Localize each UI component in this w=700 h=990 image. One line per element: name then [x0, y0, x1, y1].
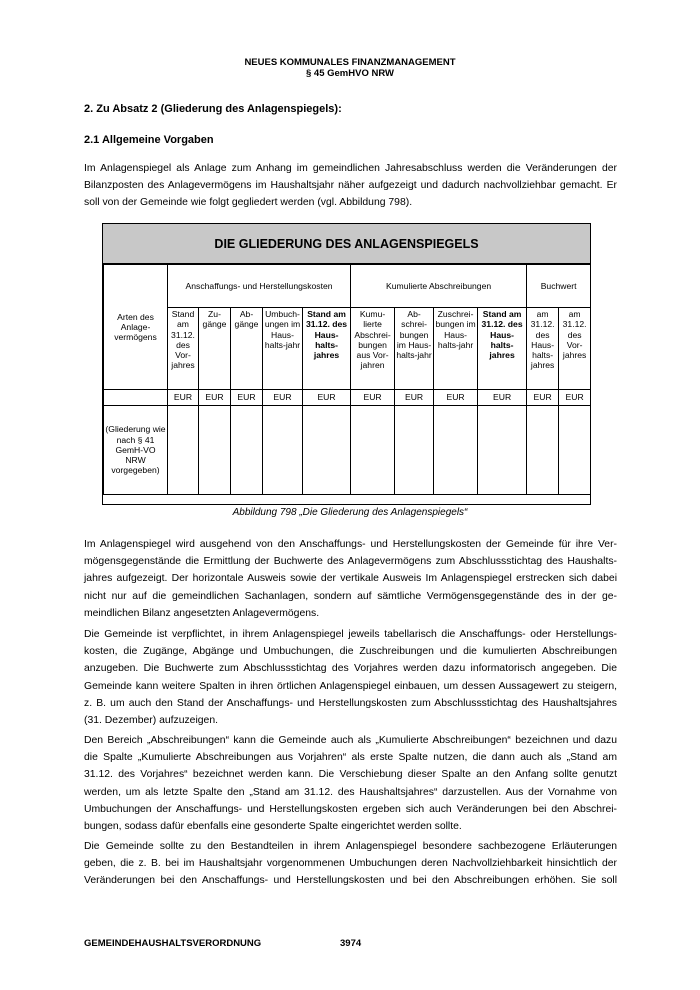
- section-heading: 2. Zu Absatz 2 (Gliederung des Anlagenspiegels):: [84, 103, 342, 115]
- column-header: Stand am 31.12. des Vor-jahres: [168, 308, 199, 390]
- table-cell: [168, 406, 199, 495]
- currency-cell: EUR: [351, 390, 395, 406]
- group-header-ahk: Anschaffungs- und Herstellungskosten: [168, 265, 351, 308]
- table-cell: [263, 406, 303, 495]
- table-cell: [478, 406, 527, 495]
- paragraph-3: [84, 732, 617, 835]
- text-line: Umbuchungen der Anschaffungs- und Herstellungskosten ergeben sich auch Veränderungen bei den Abschrei-: [84, 803, 617, 815]
- text-line: mögensgegenstände die Ermittlung der Buchwerte des Anlagevermögens zum Abschlussstichtag des Haushalts-: [84, 556, 617, 568]
- text-line: kosten, die Zugänge, Abgänge und Umbuchungen, die Zuschreibungen und die kumulierten Abschreibungen: [84, 646, 617, 658]
- text-line: meindlichen Bilanz angesetzten Anlagevermögens.: [84, 607, 320, 619]
- currency-cell: EUR: [168, 390, 199, 406]
- table-cell: [527, 406, 559, 495]
- text-line: z. B. um auch den Stand der Anschaffungs- und Herstellungskosten zum Abschlussstichtag des Haushaltsjahres: [84, 697, 617, 709]
- table-cell: [434, 406, 478, 495]
- group-header-abschreibungen: Kumulierte Abschreibungen: [351, 265, 527, 308]
- empty-cell: [104, 390, 168, 406]
- currency-cell: EUR: [303, 390, 351, 406]
- text-line: Im Anlagenspiegel wird ausgehend von den Anschaffungs- und Herstellungskosten der Gemeinde für ihre Ver-: [84, 539, 617, 550]
- table-cell: [559, 406, 591, 495]
- intro-paragraph: [84, 160, 617, 212]
- text-line: die Spalte „Kumulierte Abschreibungen aus Vorjahren“ als erste Spalte nutzen, die dann auch als „Stand am: [84, 752, 617, 764]
- text-line: geben, die z. B. bei im Haushaltsjahr vorgenommenen Umbuchungen deren Nachvollziehbarkeit hinsichtlich der: [84, 858, 617, 870]
- column-header: Stand am 31.12. des Haus-halts-jahres: [303, 308, 351, 390]
- text-line: jahres aufgezeigt. Der horizontale Ausweis sowie der vertikale Ausweis Im Anlagenspiegel erstrecken sich dabei: [84, 573, 617, 585]
- table-cell: [395, 406, 434, 495]
- currency-cell: EUR: [199, 390, 231, 406]
- figure-title: DIE GLIEDERUNG DES ANLAGENSPIEGELS: [103, 224, 590, 264]
- body-label-cell: (Gliederung wie nach § 41 GemH-VO NRW vorgegeben): [104, 406, 168, 495]
- text-line: 31.12. des Vorjahres“ bezeichnet werden kann. Die Verschiebung dieser Spalte an den Anfang sollte genutzt: [84, 769, 617, 781]
- table-cell: [231, 406, 263, 495]
- table-cell: [351, 406, 395, 495]
- paragraph-4: [84, 838, 617, 890]
- table-cell: [199, 406, 231, 495]
- paragraph-2: [84, 626, 617, 729]
- column-header: Stand am 31.12. des Haus-halts-jahres: [478, 308, 527, 390]
- text-line: Die Gemeinde ist verpflichtet, in ihrem Anlagenspiegel jeweils tabellarisch die Anschaffungs- oder Herstellungs-: [84, 629, 617, 640]
- currency-cell: EUR: [231, 390, 263, 406]
- header-line-1: NEUES KOMMUNALES FINANZMANAGEMENT: [244, 57, 456, 68]
- anlagenspiegel-table: [103, 264, 591, 495]
- section-subheading: 2.1 Allgemeine Vorgaben: [84, 134, 214, 146]
- text-line: soll von der Gemeinde wie folgt gegliedert werden (vgl. Abbildung 798).: [84, 197, 413, 209]
- column-header: am 31.12. des Haus-halts-jahres: [527, 308, 559, 390]
- text-line: nicht nur auf die gemeindlichen Sachanlagen, sondern auf sämtliche Vermögensgegenstände des in der ge-: [84, 590, 617, 602]
- table-cell: [303, 406, 351, 495]
- currency-cell: EUR: [395, 390, 434, 406]
- header-line-2: § 45 GemHVO NRW: [306, 68, 394, 79]
- text-line: Die Gemeinde sollte zu den Bestandteilen in ihrem Anlagenspiegel besondere sachbezogene Erläuterungen: [84, 841, 617, 852]
- column-header: Ab-schrei-bungen im Haus-halts-jahr: [395, 308, 434, 390]
- column-header: Ab-gänge: [231, 308, 263, 390]
- row-header-cell: Arten des Anlage-vermögens: [104, 265, 168, 390]
- text-line: (31. Dezember) aufzuzeigen.: [84, 715, 218, 727]
- paragraph-1: [84, 536, 617, 622]
- column-header: Zu-gänge: [199, 308, 231, 390]
- column-header: Zuschrei-bungen im Haus-halts-jahr: [434, 308, 478, 390]
- text-line: bungen, sodass dafür ebenfalls eine gesonderte Spalte eingerichtet werden sollte.: [84, 821, 462, 833]
- text-line: Gemeinde kann weitere Spalten in ihren örtlichen Anlagenspiegel einbauen, um dessen Aussagewert zu steigern,: [84, 680, 617, 692]
- figure-anlagenspiegel: [102, 223, 591, 505]
- text-line: Veränderungen bei den Anschaffungs- und Herstellungskosten und bei den Abschreibungen erhöhen. Sie soll: [84, 875, 617, 887]
- text-line: Den Bereich „Abschreibungen“ kann die Gemeinde auch als „Kumulierte Abschreibungen“ bezeichnen und dazu: [84, 735, 617, 746]
- column-header: Umbuch-ungen im Haus-halts-jahr: [263, 308, 303, 390]
- currency-cell: EUR: [527, 390, 559, 406]
- footer-title: GEMEINDEHAUSHALTSVERORDNUNG: [84, 938, 262, 949]
- text-line: Bilanzposten des Anlagevermögens im Haushaltsjahr näher aufgezeigt und dadurch nachvollziehbar gemacht. Er: [84, 180, 617, 192]
- currency-cell: EUR: [478, 390, 527, 406]
- column-header: Kumu-lierte Abschrei-bungen aus Vor-jahren: [351, 308, 395, 390]
- running-header: [0, 57, 700, 79]
- group-header-buchwert: Buchwert: [527, 265, 591, 308]
- text-line: Im Anlagenspiegel als Anlage zum Anhang im gemeindlichen Jahresabschluss werden die Veränderungen der: [84, 163, 617, 174]
- currency-cell: EUR: [559, 390, 591, 406]
- currency-cell: EUR: [263, 390, 303, 406]
- currency-cell: EUR: [434, 390, 478, 406]
- text-line: anzugeben. Die Buchwerte zum Abschlussstichtag des Vorjahres werden dazu informatorisch angegeben. Die: [84, 663, 617, 675]
- figure-caption: Abbildung 798 „Die Gliederung des Anlagenspiegels“: [232, 507, 468, 518]
- text-line: werden, um als letzte Spalte den „Stand am 31.12. des Haushaltsjahres“ darzustellen. Aus der Vornahme von: [84, 786, 617, 798]
- page-number: 3974: [340, 938, 362, 949]
- column-header: am 31.12. des Vor-jahres: [559, 308, 591, 390]
